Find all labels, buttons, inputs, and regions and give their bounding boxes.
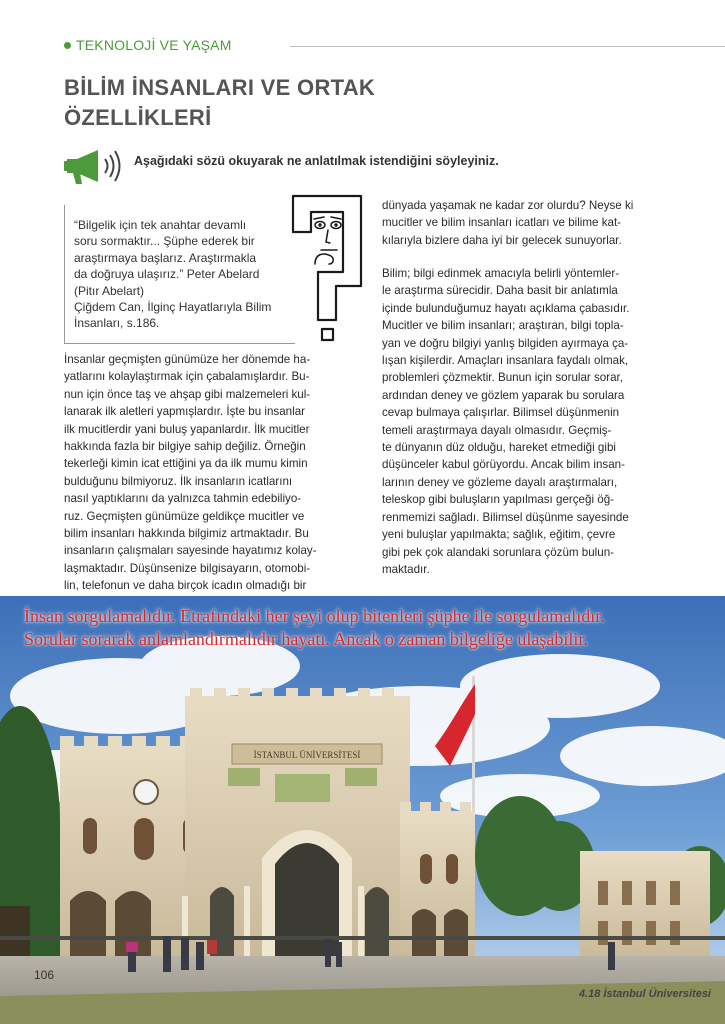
section-label-text: TEKNOLOJİ VE YAŞAM: [76, 37, 232, 53]
text-line: bulduğunu bilmiyoruz. İlk insanların icatlarını: [64, 474, 293, 488]
text-line: lin, telefonun ve daha birçok icadın olmadığı bir: [64, 579, 307, 593]
red-overlay-note: [24, 605, 714, 651]
text-line: kılarıyla bizlere daha iyi bir gelecek sunuyorlar.: [382, 233, 622, 247]
text-line: cevap bulmaya çalışırlar. Bilimsel düşünmenin: [382, 406, 620, 420]
text-line: temeli araştırmaya dayalı olmasıdır. Geçmiş-: [382, 423, 612, 437]
text-line: mucitler ve bilim insanları icatları ve bilime kat-: [382, 216, 622, 230]
text-line: nasıl yaptıklarını da yalnızca tahmin edebiliyo-: [64, 492, 302, 506]
overlay-line: İnsan sorgulamalıdır. Etrafındaki her şeyi olup bitenleri şüphe ile sorgulamalıdır.: [24, 606, 605, 626]
text-line: ilk mucitlerdir yani buluş yapanlardır. İlk mucitler: [64, 422, 310, 436]
quote-line: da doğruya ulaşırız.” Peter Abelard: [74, 267, 260, 282]
instruction-text: Aşağıdaki sözü okuyarak ne anlatılmak istendiğini söyleyiniz.: [134, 154, 499, 168]
text-line: yan ve doğru bilgiyi yanlış bilgiden ayırmaya ça-: [382, 336, 629, 350]
text-line: İnsanlar geçmişten günümüze her dönemde ha-: [64, 353, 311, 366]
section-label: [64, 37, 232, 53]
megaphone-icon: [64, 146, 124, 188]
quote-text: [74, 217, 294, 332]
quote-line: soru sormaktır... Şüphe ederek bir: [74, 234, 255, 249]
question-mark-thinker-icon: [291, 192, 363, 344]
text-line: nun için önce taş ve ahşap gibi malzemeleri kul-: [64, 387, 311, 401]
gate-inscription: İSTANBUL ÜNİVERSİTESİ: [253, 750, 361, 760]
overlay-line: Sorular sorarak anlamlandırmalıdır hayatı. Ancak o zaman bilgeliğe ulaşabilir.: [24, 629, 588, 649]
body-text-right-column-paragraph-2: [382, 265, 664, 578]
text-line: larının deney ve gözleme dayalı araştırmaları,: [382, 475, 618, 489]
quote-source-line: İnsanları, s.186.: [74, 316, 160, 331]
text-line: dünyada yaşamak ne kadar zor olurdu? Neyse ki: [382, 199, 634, 212]
text-line: yatlarını kolaylaştırmak için çabalamışlardır. Bu-: [64, 370, 310, 384]
university-gate-photo: [0, 596, 725, 1024]
text-line: yeni buluşlar yapılmakta; sağlık, eğitim, çevre: [382, 528, 616, 542]
text-line: maktadır.: [382, 562, 430, 576]
text-line: teleskop gibi buluşların yapılması gerçeği öğ-: [382, 493, 614, 507]
text-line: tekerleği kimin icat ettiğini ya da ilk mumu kimin: [64, 457, 308, 471]
header-divider: [290, 46, 725, 47]
text-line: hakkında fazla bir bilgiye sahip değiliz. Örneğin: [64, 440, 306, 454]
text-line: ardından deney ve gözlem yaparak bu sorulara: [382, 388, 625, 402]
page-title-line-1: BİLİM İNSANLARI VE ORTAK: [64, 75, 376, 100]
text-line: lanarak ilk aletleri yapmışlardır. İşte bu insanlar: [64, 405, 306, 419]
text-line: gibi pek çok alandaki sorunlara çözüm bulun-: [382, 545, 615, 559]
text-line: lışan kişilerdir. Amaçları insanlara faydalı olmak,: [382, 354, 629, 368]
quote-line: “Bilgelik için tek anahtar devamlı: [74, 218, 247, 232]
bullet-dot-icon: [64, 42, 71, 49]
text-line: Bilim; bilgi edinmek amacıyla belirli yöntemler-: [382, 267, 620, 280]
text-line: le araştırma sürecidir. Daha basit bir anlatımla: [382, 284, 618, 298]
text-line: problemleri çözmektir. Bunun için sorular sorar,: [382, 371, 623, 385]
photo-caption: 4.18 İstanbul Üniversitesi: [578, 988, 711, 1000]
text-line: renmemizi sağladı. Bilimsel düşünme sayesinde: [382, 510, 629, 524]
quote-source-line: Çiğdem Can, İlginç Hayatlarıyla Bilim: [74, 300, 272, 315]
quote-line: (Pitır Abelart): [74, 283, 145, 298]
text-line: içinde bulunduğumuz hayatı açıklama çabasıdır.: [382, 301, 630, 315]
text-line: ruz. Geçmişten günümüze geldikçe mucitler ve: [64, 509, 305, 523]
text-line: te dünyanın düz olduğu, hareket etmediği gibi: [382, 441, 616, 455]
text-line: düşünceler kabul görüyordu. Ancak bilim insan-: [382, 458, 625, 472]
text-line: insanların çalışmaları sayesinde hayatımız kolay-: [64, 544, 317, 558]
page-title-line-2: ÖZELLİKLERİ: [64, 105, 212, 130]
page-title: [64, 73, 404, 133]
text-line: Mucitler ve bilim insanları; araştıran, bilgi topla-: [382, 319, 624, 333]
quote-line: araştırmaya başlarız. Araştırmakla: [74, 250, 257, 265]
page-number: 106: [34, 968, 55, 982]
text-line: laşmaktadır. Düşünsenize bilgisayarın, otomobi-: [64, 561, 311, 575]
body-text-right-column-paragraph-1: [382, 197, 664, 249]
text-line: bilim insanları hakkında bilgimiz artmaktadır. Bu: [64, 527, 309, 541]
body-text-left-column: [64, 351, 346, 595]
